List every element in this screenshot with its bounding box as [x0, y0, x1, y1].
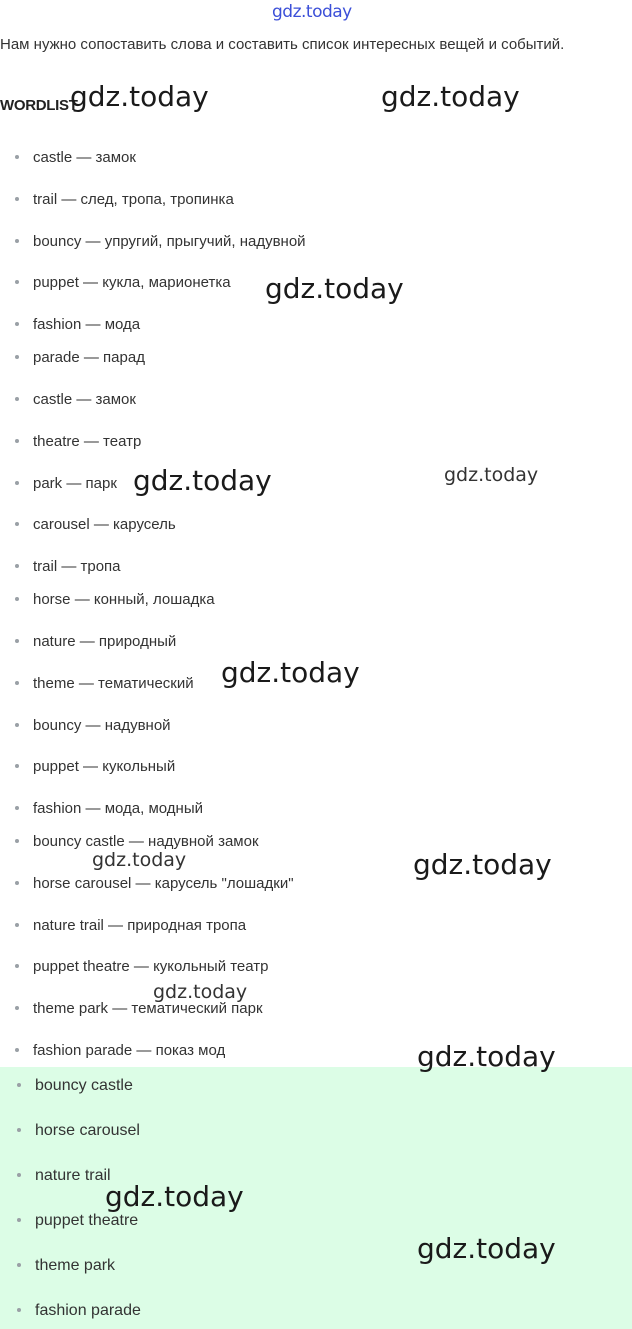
bullet-icon [15, 764, 19, 768]
watermark: gdz.today [221, 656, 360, 689]
wordlist-item-text: fashion — мода, модный [33, 800, 203, 817]
wordlist-item [15, 716, 171, 736]
wordlist-item [15, 799, 203, 819]
answer-item [17, 1256, 115, 1276]
watermark-top: gdz.today [272, 2, 352, 22]
bullet-icon [15, 881, 19, 885]
answer-item-text: bouncy castle [35, 1077, 133, 1094]
bullet-icon [15, 681, 19, 685]
wordlist-item-text: trail — тропа [33, 558, 121, 575]
answer-item-text: puppet theatre [35, 1212, 139, 1229]
bullet-icon [15, 806, 19, 810]
wordlist-item-text: bouncy castle — надувной замок [33, 833, 259, 850]
bullet-icon [15, 923, 19, 927]
answer-item-text: fashion parade [35, 1302, 141, 1319]
wordlist-item [15, 999, 263, 1019]
wordlist-item-text: puppet — кукла, марионетка [33, 274, 231, 291]
watermark: gdz.today [105, 1180, 244, 1213]
answer-item [17, 1166, 111, 1186]
wordlist-item [15, 674, 194, 694]
watermark: gdz.today [417, 1040, 556, 1073]
wordlist-item-text: castle — замок [33, 391, 136, 408]
wordlist-item-text: nature trail — природная тропа [33, 917, 247, 934]
wordlist-item [15, 557, 121, 577]
answers-panel [0, 1067, 632, 1329]
wordlist-item [15, 916, 246, 936]
bullet-icon [17, 1263, 21, 1267]
wordlist-item-text: carousel — карусель [33, 516, 176, 533]
wordlist-item-text: theatre — театр [33, 433, 142, 450]
wordlist-item [15, 1041, 225, 1061]
watermark: gdz.today [153, 981, 248, 1003]
wordlist-item [15, 515, 176, 535]
wordlist-item-text: theme park — тематический парк [33, 1000, 263, 1017]
wordlist-item [15, 957, 269, 977]
watermark: gdz.today [413, 848, 552, 881]
wordlist-item-text: horse — конный, лошадка [33, 591, 215, 608]
bullet-icon [15, 355, 19, 359]
wordlist-heading: WORDLIST [0, 97, 78, 114]
watermark: gdz.today [70, 80, 209, 113]
bullet-icon [15, 197, 19, 201]
answer-item [17, 1121, 140, 1141]
wordlist-item [15, 348, 145, 368]
bullet-icon [15, 239, 19, 243]
bullet-icon [15, 1048, 19, 1052]
intro-paragraph: Нам нужно сопоставить слова и составить список интересных вещей и событий. [0, 36, 565, 53]
wordlist-item [15, 315, 140, 335]
bullet-icon [15, 322, 19, 326]
watermark: gdz.today [133, 464, 272, 497]
wordlist-item-text: bouncy — упругий, прыгучий, надувной [33, 233, 306, 250]
wordlist-item-text: horse carousel — карусель "лошадки" [33, 875, 294, 892]
bullet-icon [15, 964, 19, 968]
wordlist-item-text: fashion — мода [33, 316, 141, 333]
wordlist-item-text: bouncy — надувной [33, 717, 171, 734]
wordlist-item [15, 590, 215, 610]
bullet-icon [15, 723, 19, 727]
bullet-icon [15, 1006, 19, 1010]
wordlist-item [15, 148, 136, 168]
bullet-icon [17, 1128, 21, 1132]
wordlist-item [15, 757, 175, 777]
wordlist-item [15, 832, 259, 852]
wordlist-item [15, 632, 176, 652]
wordlist-item-text: trail — след, тропа, тропинка [33, 191, 234, 208]
wordlist-item-text: parade — парад [33, 349, 145, 366]
answer-item-text: horse carousel [35, 1122, 140, 1139]
wordlist-item [15, 190, 234, 210]
watermark: gdz.today [265, 272, 404, 305]
bullet-icon [15, 397, 19, 401]
watermark: gdz.today [381, 80, 520, 113]
wordlist-item [15, 874, 294, 894]
bullet-icon [17, 1083, 21, 1087]
wordlist-item [15, 232, 306, 252]
answer-item [17, 1076, 133, 1096]
wordlist-item [15, 474, 117, 494]
wordlist-item-text: castle — замок [33, 149, 136, 166]
bullet-icon [15, 522, 19, 526]
bullet-icon [15, 155, 19, 159]
watermark: gdz.today [92, 849, 187, 871]
wordlist-item-text: park — парк [33, 475, 117, 492]
wordlist-item-text: puppet — кукольный [33, 758, 176, 775]
bullet-icon [15, 280, 19, 284]
bullet-icon [15, 439, 19, 443]
wordlist-item-text: fashion parade — показ мод [33, 1042, 226, 1059]
bullet-icon [17, 1173, 21, 1177]
wordlist-item-text: nature — природный [33, 633, 177, 650]
wordlist-item [15, 390, 136, 410]
wordlist-item-text: theme — тематический [33, 675, 194, 692]
answer-item-text: nature trail [35, 1167, 111, 1184]
answer-item [17, 1211, 138, 1231]
watermark: gdz.today [444, 464, 539, 486]
bullet-icon [15, 564, 19, 568]
bullet-icon [15, 597, 19, 601]
bullet-icon [17, 1308, 21, 1312]
wordlist-item [15, 432, 141, 452]
bullet-icon [15, 481, 19, 485]
answer-item-text: theme park [35, 1257, 116, 1274]
wordlist-item [15, 273, 231, 293]
bullet-icon [15, 839, 19, 843]
answer-item [17, 1301, 141, 1321]
watermark: gdz.today [417, 1232, 556, 1265]
bullet-icon [17, 1218, 21, 1222]
bullet-icon [15, 639, 19, 643]
wordlist-item-text: puppet theatre — кукольный театр [33, 958, 269, 975]
